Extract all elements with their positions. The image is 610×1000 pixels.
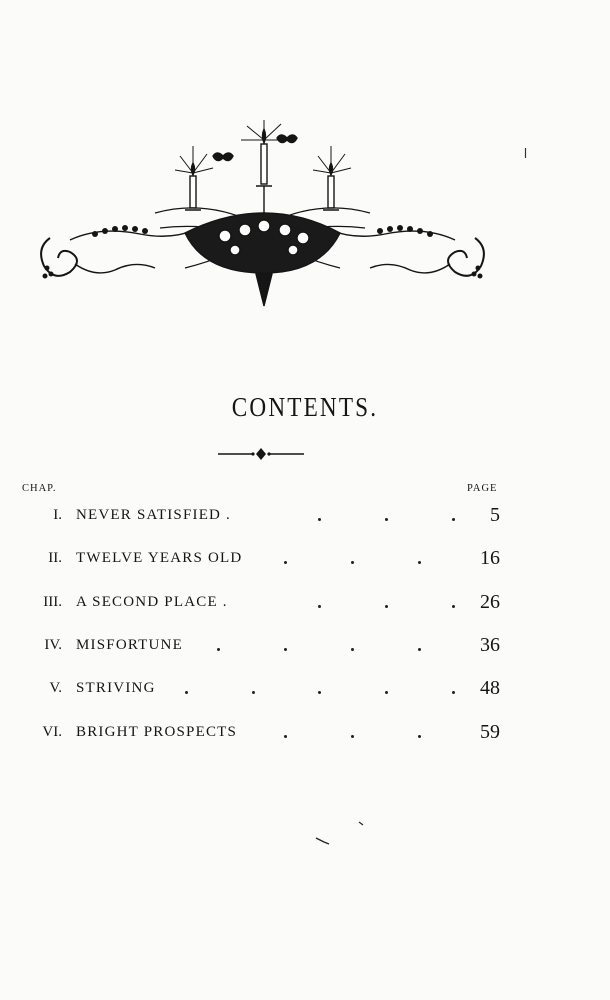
page-number: 36 [480,634,500,656]
chapter-number: III. [43,594,62,610]
chapter-number: VI. [42,724,62,740]
toc-entry [0,591,610,624]
chapter-title: MISFORTUNE [76,637,183,653]
toc-entry [0,547,610,580]
toc-entry [0,634,610,667]
decorative-rule-icon [218,447,304,461]
chapter-title: STRIVING [76,680,156,696]
page-number: 26 [480,591,500,613]
toc-entry [0,504,610,537]
chapter-title: TWELVE YEARS OLD [76,550,243,566]
chapter-number: II. [48,550,62,566]
chapter-title: A SECOND PLACE . [76,594,228,610]
chapter-title: BRIGHT PROSPECTS [76,724,238,740]
toc-entry [0,677,610,710]
page-number: 59 [480,721,500,743]
candelabra-ornament-icon [35,118,490,313]
chapter-number: IV. [44,637,62,653]
page-number: 48 [480,677,500,699]
chapter-number: V. [49,680,62,696]
page-number: 5 [490,504,500,526]
column-header-page: PAGE [467,483,498,494]
chapter-number: I. [53,507,62,523]
page-number: 16 [480,547,500,569]
print-speck-icon [314,820,364,850]
column-header-chapter: CHAP. [22,483,57,494]
page-title: CONTENTS. [231,392,379,422]
chapter-title: NEVER SATISFIED . [76,507,231,523]
toc-entry [0,721,610,754]
print-speck-icon [523,148,528,160]
